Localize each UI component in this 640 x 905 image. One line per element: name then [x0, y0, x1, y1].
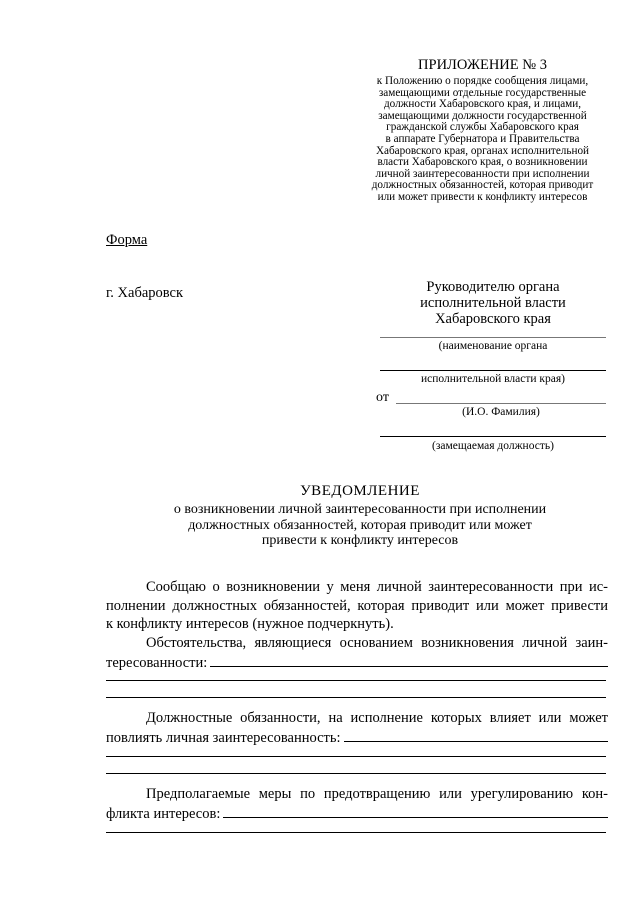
paragraph-measures — [106, 785, 608, 823]
appendix-line: Хабаровского края, органах исполнительной — [375, 144, 590, 157]
paragraph-duties — [106, 709, 608, 747]
notice-title: УВЕДОМЛЕНИЕ — [300, 483, 420, 499]
duties-row — [106, 728, 608, 748]
subtitle-line: привести к конфликту интересов — [261, 533, 459, 548]
measures-label: фликта интересов: — [106, 805, 221, 822]
appendix-line: к Положению о порядке сообщения лицами, — [376, 75, 589, 87]
measures-input-line[interactable] — [223, 804, 608, 818]
appendix-line: должностных обязанностей, которая приводит — [371, 179, 594, 192]
subtitle-line: о возникновении личной заинтересованности при исполнении — [173, 502, 547, 517]
appendix-header — [345, 56, 620, 204]
circumstances-line-3[interactable] — [106, 697, 606, 698]
position-caption: (замещаемая должность) — [432, 440, 554, 452]
paragraph-circumstances — [106, 634, 608, 672]
appendix-line: гражданской службы Хабаровского края — [386, 121, 579, 134]
appendix-line: власти Хабаровского края, о возникновении — [377, 156, 588, 169]
recipient-line: Хабаровского края — [435, 311, 551, 327]
org-name-line-2[interactable] — [380, 370, 606, 371]
paragraph-line: Должностные обязанности, на исполнение которых влияет или может — [146, 710, 608, 726]
org-name-caption-1: (наименование органа — [438, 340, 548, 352]
appendix-line: замещающими отдельные государственные — [378, 86, 587, 99]
measures-row — [106, 804, 608, 824]
circumstances-row — [106, 653, 608, 673]
from-label: от — [376, 390, 389, 405]
subtitle-line: должностных обязанностей, которая приводит или может — [188, 517, 532, 533]
duties-input-line[interactable] — [344, 728, 608, 742]
appendix-line: должности Хабаровского края, и лицами, — [383, 98, 582, 111]
full-name-caption: (И.О. Фамилия) — [462, 406, 540, 418]
circumstances-line-2[interactable] — [106, 680, 606, 681]
recipient-line: Руководителю органа — [426, 279, 560, 295]
org-name-line-1[interactable] — [380, 337, 606, 338]
paragraph-line: Предполагаемые меры по предотвращению или урегулированию кон- — [146, 786, 608, 802]
org-name-caption-2: исполнительной власти края) — [421, 373, 565, 385]
appendix-line: личной заинтересованности при исполнении — [375, 167, 590, 180]
form-label: Форма — [106, 232, 148, 248]
duties-line-2[interactable] — [106, 756, 606, 757]
paragraph-notice — [106, 578, 608, 634]
measures-line-2[interactable] — [106, 832, 606, 833]
appendix-line: или может привести к конфликту интересов — [377, 190, 588, 203]
circumstances-label: тересованности: — [106, 654, 208, 671]
appendix-title: ПРИЛОЖЕНИЕ № 3 — [418, 57, 547, 73]
full-name-line[interactable] — [396, 403, 606, 404]
paragraph-line: полнении должностных обязанностей, которая приводит или может привести — [106, 597, 608, 614]
duties-line-3[interactable] — [106, 773, 606, 774]
appendix-line: в аппарате Губернатора и Правительства — [385, 132, 580, 145]
appendix-line: замещающими должности государственной — [378, 109, 587, 122]
city-label: г. Хабаровск — [106, 285, 184, 301]
paragraph-line: Обстоятельства, являющиеся основанием возникновения личной заин- — [146, 635, 608, 651]
recipient-block — [380, 279, 606, 327]
recipient-line: исполнительной власти — [420, 295, 566, 311]
duties-label: повлиять личная заинтересованность: — [106, 729, 341, 746]
position-line[interactable] — [380, 436, 606, 437]
paragraph-line: Сообщаю о возникновении у меня личной заинтересованности при ис- — [146, 579, 608, 595]
paragraph-line: к конфликту интересов (нужное подчеркнуть). — [106, 616, 394, 632]
circumstances-input-line[interactable] — [210, 653, 608, 667]
notice-subtitle — [150, 502, 570, 549]
